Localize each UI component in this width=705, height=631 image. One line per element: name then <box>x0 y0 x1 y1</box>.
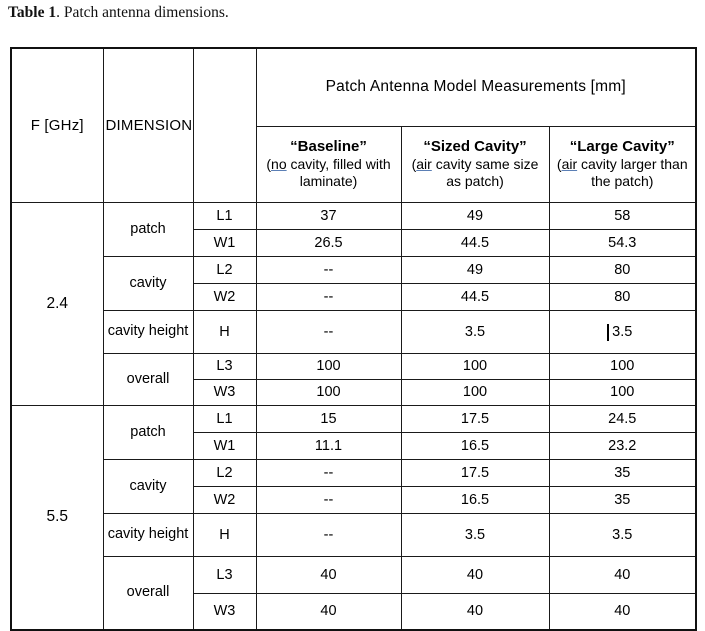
table-header-row-top <box>11 48 696 126</box>
value-cell: 100 <box>256 353 401 379</box>
header-model-large-cavity <box>549 126 696 202</box>
value-cell: 40 <box>549 593 696 630</box>
symbol-cell: H <box>193 513 256 556</box>
value-cell: 40 <box>401 593 549 630</box>
header-model-sized-cavity-note <box>404 156 547 190</box>
header-symbol-column <box>193 48 256 202</box>
symbol-cell: L2 <box>193 256 256 283</box>
spellcheck-underlined-word: air <box>561 156 578 172</box>
value-cell: -- <box>256 486 401 513</box>
value-cell: 16.5 <box>401 486 549 513</box>
value-cell: 58 <box>549 202 696 229</box>
symbol-cell: L3 <box>193 353 256 379</box>
dimension-group-0-3: overall <box>103 353 193 405</box>
dimensions-table <box>10 47 697 631</box>
symbol-cell: L1 <box>193 405 256 432</box>
note-open-paren: ( <box>411 156 417 172</box>
value-text: 3.5 <box>612 323 633 340</box>
value-cell: 15 <box>256 405 401 432</box>
value-cell: 100 <box>256 379 401 405</box>
header-model-sized-cavity <box>401 126 549 202</box>
value-cell: 35 <box>549 459 696 486</box>
note-open-paren: ( <box>266 156 272 172</box>
value-cell: 44.5 <box>401 229 549 256</box>
value-cell: 3.5 <box>549 513 696 556</box>
table-row <box>11 310 696 353</box>
header-measurements-group: Patch Antenna Model Measurements [mm] <box>256 48 696 126</box>
table-row <box>11 353 696 379</box>
symbol-cell: L3 <box>193 556 256 593</box>
value-cell: 40 <box>256 556 401 593</box>
header-model-baseline-note <box>259 156 399 190</box>
symbol-cell: W1 <box>193 432 256 459</box>
value-cell: 80 <box>549 256 696 283</box>
header-model-baseline <box>256 126 401 202</box>
symbol-cell: L1 <box>193 202 256 229</box>
value-cell: 100 <box>549 379 696 405</box>
value-cell: 100 <box>401 379 549 405</box>
header-frequency-column: F [GHz] <box>11 48 103 202</box>
value-cell: 3.5 <box>401 310 549 353</box>
value-cell: 37 <box>256 202 401 229</box>
header-model-large-cavity-title: “Large Cavity” <box>569 138 675 155</box>
dimension-group-1-1: cavity <box>103 459 193 513</box>
value-cell: 26.5 <box>256 229 401 256</box>
value-cell: 40 <box>401 556 549 593</box>
value-cell: 17.5 <box>401 405 549 432</box>
value-cell: -- <box>256 310 401 353</box>
value-cell: 54.3 <box>549 229 696 256</box>
symbol-cell: W3 <box>193 593 256 630</box>
dimension-group-0-2: cavity height <box>103 310 193 353</box>
value-cell: 100 <box>549 353 696 379</box>
value-cell-active[interactable] <box>549 310 696 353</box>
value-cell: 11.1 <box>256 432 401 459</box>
symbol-cell: W1 <box>193 229 256 256</box>
spellcheck-underlined-word: no <box>271 156 287 172</box>
dimension-group-1-2: cavity height <box>103 513 193 556</box>
dimension-group-1-3: overall <box>103 556 193 630</box>
value-cell: 35 <box>549 486 696 513</box>
table-row <box>11 202 696 229</box>
table-row <box>11 256 696 283</box>
dimension-group-0-0: patch <box>103 202 193 256</box>
symbol-cell: L2 <box>193 459 256 486</box>
table-caption <box>8 3 229 22</box>
value-cell: 80 <box>549 283 696 310</box>
table-row <box>11 405 696 432</box>
note-rest: cavity larger than the patch) <box>577 156 688 189</box>
value-cell: 17.5 <box>401 459 549 486</box>
spellcheck-underlined-word: air <box>416 156 432 172</box>
table-row <box>11 556 696 593</box>
note-open-paren: ( <box>556 156 562 172</box>
table-row <box>11 459 696 486</box>
note-rest: cavity, filled with laminate) <box>286 156 391 189</box>
table-caption-text: . Patch antenna dimensions. <box>56 4 229 21</box>
value-cell: -- <box>256 459 401 486</box>
value-cell: -- <box>256 283 401 310</box>
value-cell: 40 <box>256 593 401 630</box>
value-cell: 16.5 <box>401 432 549 459</box>
value-cell: 44.5 <box>401 283 549 310</box>
dimension-group-0-1: cavity <box>103 256 193 310</box>
table-caption-label: Table 1 <box>8 4 57 21</box>
value-cell: 23.2 <box>549 432 696 459</box>
dimension-group-1-0: patch <box>103 405 193 459</box>
symbol-cell: W2 <box>193 486 256 513</box>
symbol-cell: W2 <box>193 283 256 310</box>
header-dimension-column: DIMENSION <box>103 48 193 202</box>
note-rest: cavity same size as patch) <box>431 156 539 189</box>
value-cell: -- <box>256 256 401 283</box>
value-cell: 40 <box>549 556 696 593</box>
header-model-baseline-title: “Baseline” <box>290 138 367 155</box>
frequency-cell-1: 5.5 <box>11 405 103 630</box>
frequency-cell-0: 2.4 <box>11 202 103 405</box>
value-cell: 49 <box>401 202 549 229</box>
value-cell: 3.5 <box>401 513 549 556</box>
value-cell: 100 <box>401 353 549 379</box>
header-model-sized-cavity-title: “Sized Cavity” <box>423 138 527 155</box>
value-cell: 49 <box>401 256 549 283</box>
value-cell: -- <box>256 513 401 556</box>
patch-antenna-dimensions-table <box>10 47 695 620</box>
table-row <box>11 513 696 556</box>
symbol-cell: W3 <box>193 379 256 405</box>
symbol-cell: H <box>193 310 256 353</box>
value-cell: 24.5 <box>549 405 696 432</box>
header-model-large-cavity-note <box>552 156 694 190</box>
